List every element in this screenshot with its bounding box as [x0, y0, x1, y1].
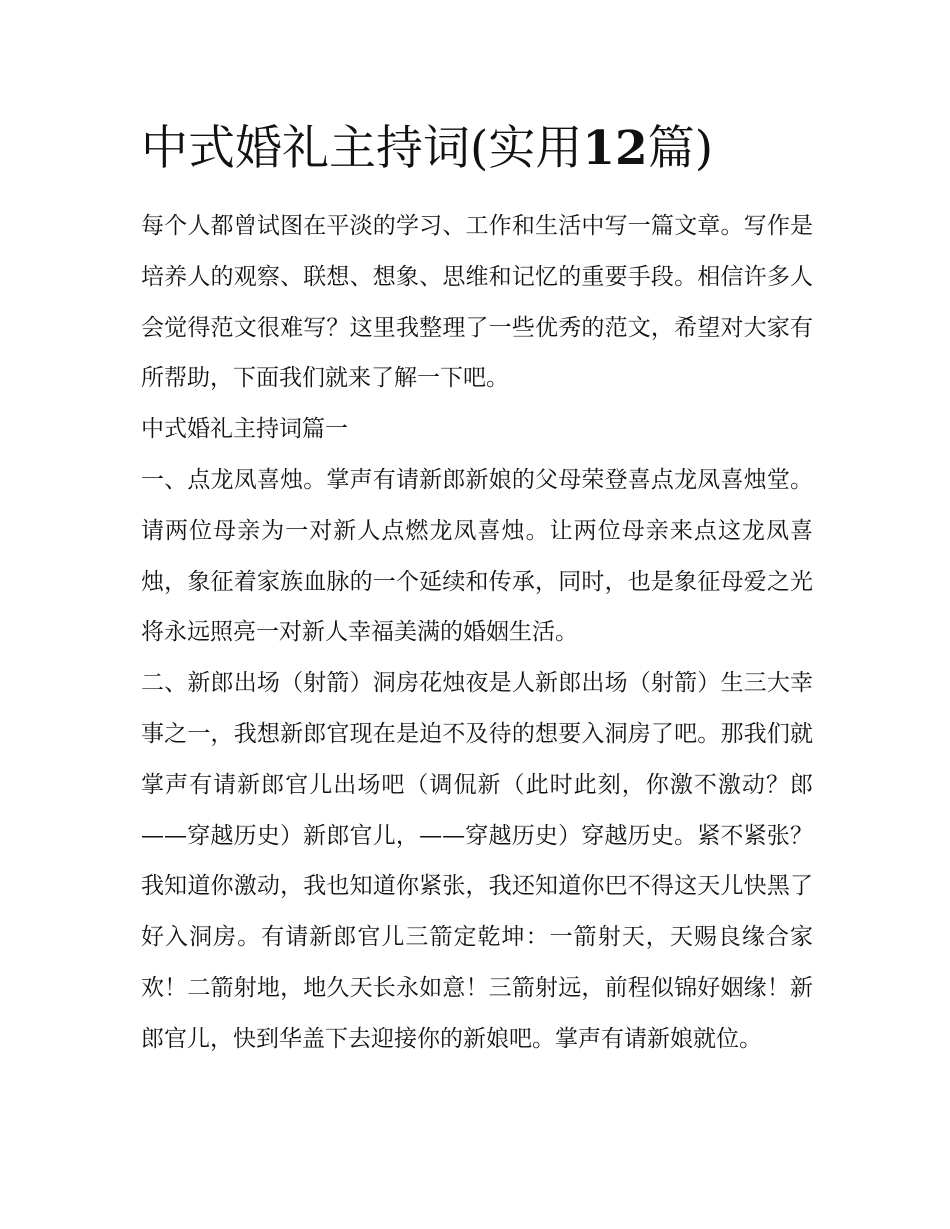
intro-paragraph: 每个人都曾试图在平淡的学习、工作和生活中写一篇文章。写作是培养人的观察、联想、想象、思维和记忆的重要手段。相信许多人会觉得范文很难写？这里我整理了一些优秀的范文，希望对大家有所帮助，下面我们就来了解一下吧。 — [141, 213, 813, 392]
document-content — [141, 118, 813, 1065]
paragraph-groom-entrance: 二、新郎出场（射箭）洞房花烛夜是人新郎出场（射箭）生三大幸事之一，我想新郎官现在是迫不及待的想要入洞房了吧。那我们就掌声有请新郎官儿出场吧（调侃新（此时此刻，你激不激动？郎——穿越历史）新郎官儿，——穿越历史）穿越历史。紧不紧张？我知道你激动，我也知道你紧张，我还知道你巴不得这天儿快黑了好入洞房。有请新郎官儿三箭定乾坤：一箭射天，天赐良缘合家欢！二箭射地，地久天长永如意！三箭射远，前程似锦好姻缘！新郎官儿，快到华盖下去迎接你的新娘吧。掌声有请新娘就位。 — [141, 670, 813, 1052]
title-number: 12 — [582, 121, 648, 176]
title-suffix: 篇) — [647, 121, 714, 176]
section-heading: 中式婚礼主持词篇一 — [141, 416, 348, 443]
paragraph-candles: 一、点龙凤喜烛。掌声有请新郎新娘的父母荣登喜点龙凤喜烛堂。请两位母亲为一对新人点燃龙凤喜烛。让两位母亲来点这龙凤喜烛，象征着家族血脉的一个延续和传承，同时，也是象征母爱之光将永远照亮一对新人幸福美满的婚姻生活。 — [141, 466, 813, 646]
title-prefix: 中式婚礼主持词(实用 — [141, 121, 583, 176]
document-title — [141, 118, 813, 180]
document-body — [141, 201, 813, 1065]
